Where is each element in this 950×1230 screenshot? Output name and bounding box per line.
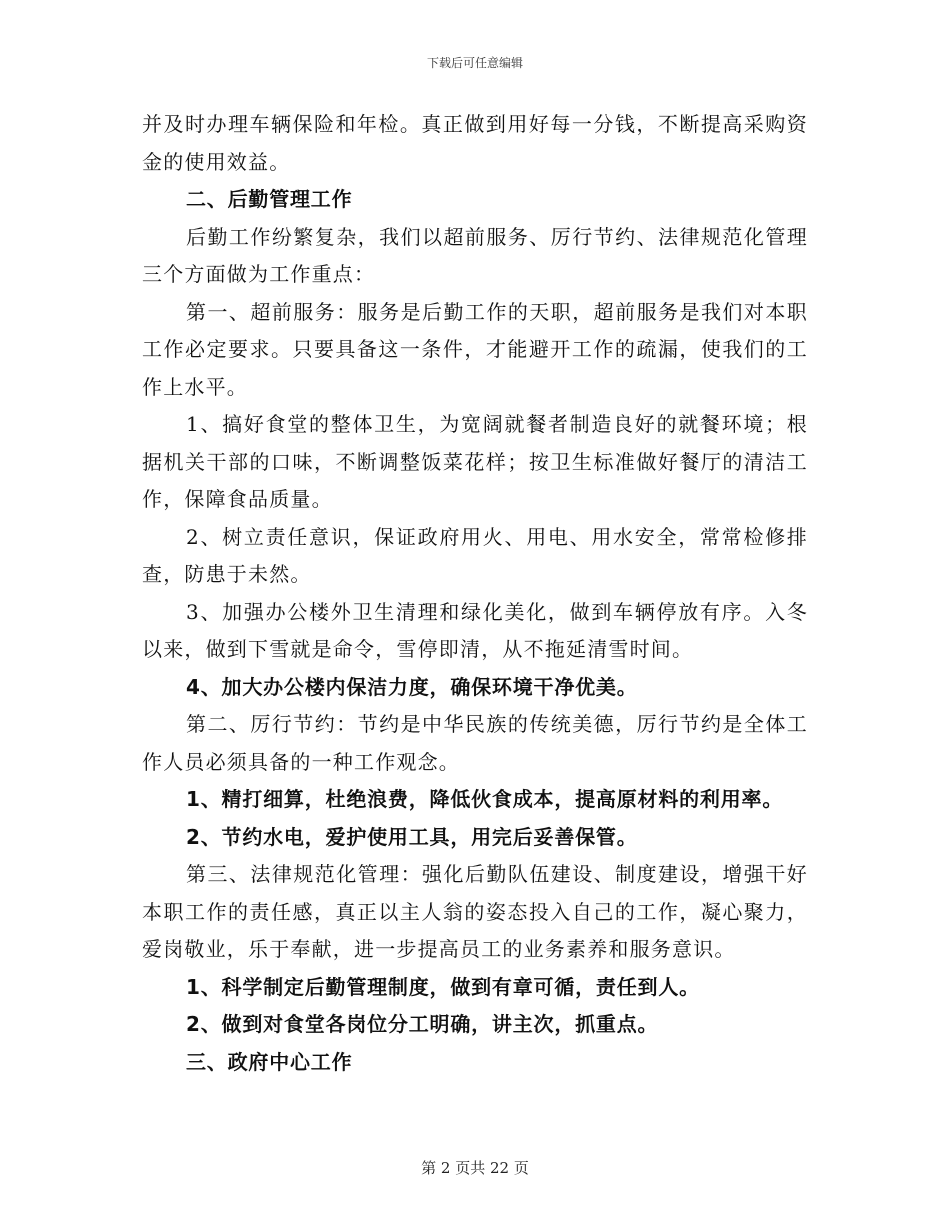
list-item-interior-cleaning: 4、加大办公楼内保洁力度，确保环境干净优美。 — [186, 674, 638, 699]
list-item-safety-awareness: 2、树立责任意识，保证政府用火、用电、用水安全，常常检修排查，防患于未然。 — [142, 524, 808, 586]
paragraph-thrift: 第二、厉行节约：节约是中华民族的传统美德，厉行节约是全体工作人员必须具备的一种工作观念。 — [142, 712, 808, 774]
paragraph-advance-service: 第一、超前服务：服务是后勤工作的天职，超前服务是我们对本职工作必定要求。只要具备这一条件，才能避开工作的疏漏，使我们的工作上水平。 — [142, 299, 808, 399]
list-item-reduce-waste: 1、精打细算，杜绝浪费，降低伙食成本，提高原材料的利用率。 — [186, 787, 784, 811]
paragraph-vehicle-insurance: 并及时办理车辆保险和年检。真正做到用好每一分钱，不断提高采购资金的使用效益。 — [142, 112, 808, 174]
list-item-canteen-hygiene: 1、搞好食堂的整体卫生，为宽阔就餐者制造良好的就餐环境；根据机关干部的口味，不断调整饭菜花样；按卫生标准做好餐厅的清洁工作，保障食品质量。 — [142, 412, 808, 511]
list-item-save-utilities: 2、节约水电，爱护使用工具，用完后妥善保管。 — [186, 824, 638, 849]
list-item-canteen-division: 2、做到对食堂各岗位分工明确，讲主次，抓重点。 — [186, 1012, 659, 1036]
section-heading-logistics: 二、后勤管理工作 — [186, 187, 353, 211]
document-body — [142, 106, 808, 1081]
list-item-management-system: 1、科学制定后勤管理制度，做到有章可循，责任到人。 — [186, 974, 700, 999]
section-heading-government-center: 三、政府中心工作 — [186, 1049, 353, 1074]
paragraph-regulated-management: 第三、法律规范化管理：强化后勤队伍建设、制度建设，增强干好本职工作的责任感，真正以主人翁的姿态投入自己的工作，凝心聚力，爱岗敬业，乐于奉献，进一步提高员工的业务素养和服务意识。 — [142, 862, 808, 961]
page-number: 第 2 页共 22 页 — [421, 1159, 529, 1177]
list-item-exterior-cleaning: 3、加强办公楼外卫生清理和绿化美化，做到车辆停放有序。入冬以来，做到下雪就是命令，雪停即清，从不拖延清雪时间。 — [142, 599, 808, 661]
paragraph-logistics-intro: 后勤工作纷繁复杂，我们以超前服务、厉行节约、法律规范化管理三个方面做为工作重点： — [142, 224, 808, 286]
page-header-note: 下载后可任意编辑 — [426, 56, 523, 70]
